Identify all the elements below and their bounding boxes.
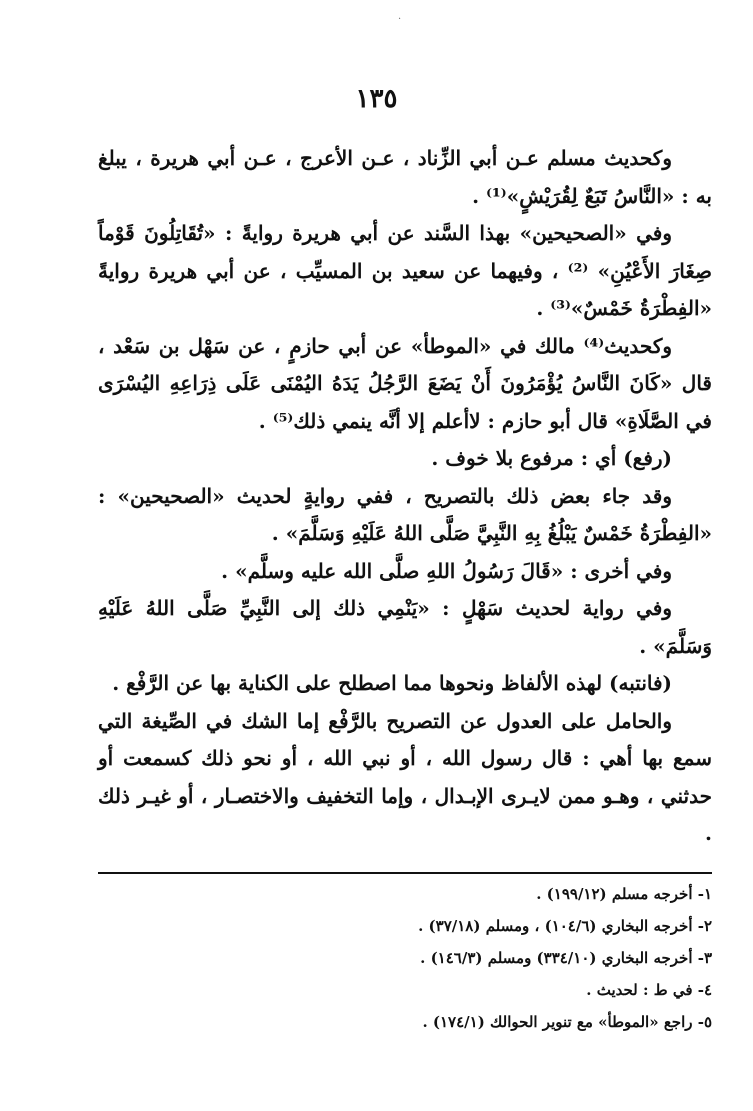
- paragraph-muwatta: وكحديث⁽⁴⁾ مالك في «الموطأ» عن أبي حازمٍ ، عن سَهْل بن سَعْد ، قال «كَانَ النَّاسُ يُؤْمَرُونَ أَنْ يَضَعَ الرَّجُلُ يَدَهُ اليُمْنَى عَلَى ذِرَاعِهِ اليُسْرَى في الصَّلَاةِ» قال أبو حازم : لاأعلم إلا أنَّه ينمي ذلك⁽⁵⁾ .: [98, 333, 712, 433]
- paragraph-rafa-definition: (رفع) أي : مرفوع بلا خوف .: [431, 446, 672, 470]
- page-number: ١٣٥: [355, 84, 398, 114]
- paragraph-reason: والحامل على العدول عن التصريح بالرَّفْع إما الشك في الصِّيغة التي سمع بها أهي : قال رسول الله ، أو نبي الله ، أو نحو ذلك كسمعت أو حدثني ، وهـو ممن لايـرى الإبـدال ، وإما التخفيف والاختصـار ، أو غيـر ذلك .: [98, 708, 712, 845]
- paragraph-tasrih: وقد جاء بعض ذلك بالتصريح ، ففي روايةٍ لحديث «الصحيحين» : «الفِطْرَةُ خَمْسٌ يَبْلُغُ بِهِ النَّبِيَّ صَلَّى اللهُ عَلَيْهِ وَسَلَّمَ» .: [98, 483, 712, 545]
- footnote-4: ٤- في ط : لحديث .: [586, 981, 712, 999]
- paragraph-another-narration: وفي أخرى : «قَالَ رَسُولُ اللهِ صلَّى الله عليه وسلَّم» .: [221, 558, 672, 583]
- paragraph-hadith-muslim: وكحديث مسلم عـن أبي الزِّناد ، عـن الأعرج ، عـن أبي هريرة ، يبلغ به : «النَّاسُ تَبَعٌ لِقُرَيْشٍ»⁽¹⁾ .: [98, 146, 712, 208]
- footnote-1: ١- أخرجه مسلم (١٩٩/١٢) .: [536, 885, 712, 903]
- paragraph-sahihain: وفي «الصحيحين» بهذا السَّند عن أبي هريرة روايةً : «تُقَاتِلُونَ قَوْماً صِغَارَ الأَعْيُنِ» ⁽²⁾ ، وفيهما عن سعيد بن المسيِّب ، عن أبي هريرة روايةً «الفِطْرَةُ خَمْسٌ»⁽³⁾ .: [98, 221, 713, 320]
- footnote-5: ٥- راجع «الموطأ» مع تنوير الحوالك (١٧٤/١) .: [422, 1013, 712, 1031]
- paragraph-sahl-narration: وفي رواية لحديث سَهْلٍ : «يَنْمِي ذلك إلى النَّبِيِّ صَلَّى اللهُ عَلَيْهِ وَسَلَّمَ» .: [98, 596, 712, 658]
- footnotes: [98, 878, 712, 1038]
- main-text: [98, 140, 712, 853]
- footnote-3: ٣- أخرجه البخاري (٣٣٤/١٠) ومسلم (١٤٦/٣) .: [420, 949, 712, 967]
- footnote-separator: [98, 872, 712, 874]
- paragraph-note: (فانتبه) لهذه الألفاظ ونحوها مما اصطلح على الكناية بها عن الرَّفْع .: [112, 671, 672, 695]
- footnote-2: ٢- أخرجه البخاري (١٠٤/٦) ، ومسلم (٣٧/١٨) .: [418, 917, 712, 935]
- scan-mark: ·: [398, 14, 402, 25]
